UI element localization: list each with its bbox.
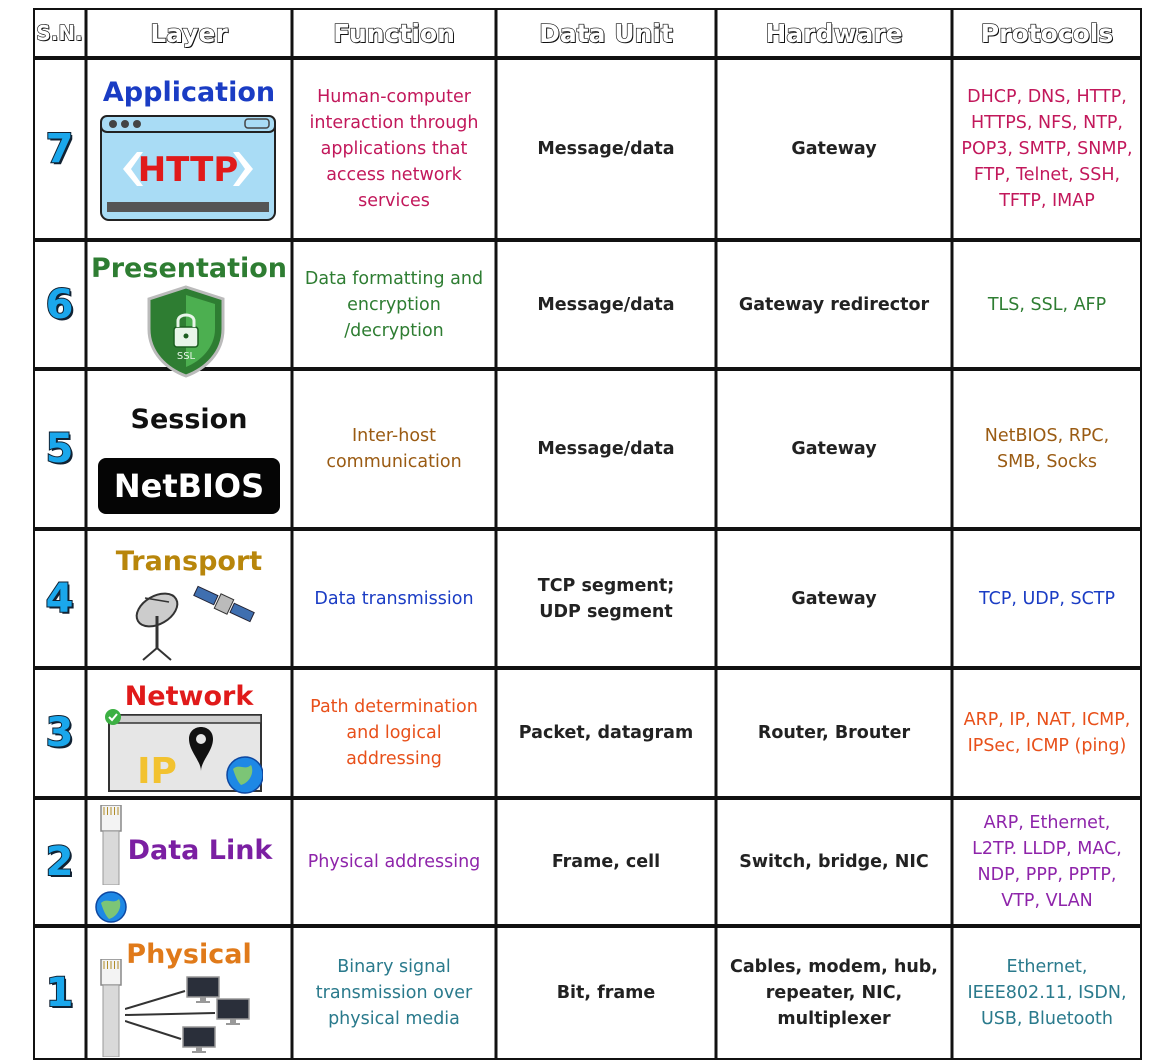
function-text: Physical addressing bbox=[307, 852, 481, 872]
header-label: Data Unit bbox=[539, 18, 673, 48]
network-computers-icon bbox=[125, 969, 275, 1059]
monitor-icon bbox=[217, 999, 249, 1019]
layer-number bbox=[36, 532, 83, 665]
layer-hardware bbox=[719, 929, 949, 1057]
layer-transport bbox=[89, 532, 289, 665]
layer-physical bbox=[89, 929, 289, 1057]
layer-data-unit bbox=[499, 929, 713, 1057]
layer-data-unit bbox=[499, 801, 713, 923]
layer-hardware bbox=[719, 671, 949, 795]
data-unit-text: Frame, cell bbox=[551, 852, 661, 872]
ssl-shield-icon bbox=[143, 283, 229, 379]
function-text: Path determination and logical addressing bbox=[310, 697, 478, 769]
layer-application bbox=[89, 61, 289, 237]
http-badge-text: HTTP bbox=[137, 150, 239, 190]
header-function bbox=[295, 11, 493, 55]
layer-network bbox=[89, 671, 289, 795]
header-data-unit bbox=[499, 11, 713, 55]
layer-protocols bbox=[955, 532, 1139, 665]
layer-hardware bbox=[719, 61, 949, 237]
layer-session bbox=[89, 372, 289, 526]
function-text: Binary signal transmission over physical media bbox=[315, 957, 473, 1029]
layer-hardware bbox=[719, 801, 949, 923]
layer-number-text: 3 bbox=[45, 710, 74, 756]
layer-data-unit bbox=[499, 372, 713, 526]
layer-protocols bbox=[955, 801, 1139, 923]
layer-hardware bbox=[719, 532, 949, 665]
layer-number bbox=[36, 929, 83, 1057]
layer-number-text: 4 bbox=[45, 575, 74, 622]
layer-number bbox=[36, 372, 83, 526]
protocols-text: NetBIOS, RPC, SMB, Socks bbox=[984, 426, 1110, 472]
protocols-text: TLS, SSL, AFP bbox=[987, 294, 1107, 315]
data-unit-text: Packet, datagram bbox=[518, 723, 694, 743]
satellite-dish-icon bbox=[119, 582, 259, 662]
osi-model-table bbox=[33, 8, 1142, 1060]
layer-function bbox=[295, 61, 493, 237]
layer-function bbox=[295, 671, 493, 795]
data-unit-text: TCP segment; UDP segment bbox=[537, 575, 675, 622]
layer-hardware bbox=[719, 372, 949, 526]
protocols-text: ARP, IP, NAT, ICMP, IPSec, ICMP (ping) bbox=[963, 710, 1131, 756]
header-label: Layer bbox=[150, 18, 228, 48]
layer-function bbox=[295, 929, 493, 1057]
protocols-text: TCP, UDP, SCTP bbox=[978, 588, 1116, 609]
layer-number-text: 6 bbox=[45, 281, 74, 328]
satellite-icon bbox=[193, 584, 256, 625]
monitor-icon bbox=[187, 977, 219, 997]
netbios-badge: NetBIOS bbox=[98, 458, 280, 514]
layer-data-unit bbox=[499, 61, 713, 237]
protocols-text: DHCP, DNS, HTTP, HTTPS, NFS, NTP, POP3, SMTP, SNMP, FTP, Telnet, SSH, TFTP, IMAP bbox=[961, 87, 1133, 211]
ethernet-cable-icon bbox=[97, 805, 127, 885]
layer-protocols bbox=[955, 929, 1139, 1057]
ip-badge-text: IP bbox=[137, 751, 177, 792]
function-text: Human-computer interaction through applications that access network services bbox=[309, 87, 479, 211]
data-unit-text: Message/data bbox=[537, 139, 675, 159]
header-label: Protocols bbox=[980, 18, 1114, 48]
data-unit-text: Message/data bbox=[537, 294, 675, 315]
function-text: Data formatting and encryption /decryption bbox=[304, 268, 484, 341]
header-label: S.N. bbox=[36, 21, 83, 45]
hardware-text: Gateway bbox=[791, 139, 877, 159]
layer-name: Presentation bbox=[90, 253, 288, 284]
function-text: Data transmission bbox=[314, 588, 474, 609]
layer-function bbox=[295, 243, 493, 366]
browser-window-icon bbox=[99, 114, 277, 226]
data-unit-text: Message/data bbox=[537, 439, 675, 459]
header-label: Hardware bbox=[765, 18, 903, 48]
header-label: Function bbox=[333, 18, 455, 48]
layer-number bbox=[36, 243, 83, 366]
layer-function bbox=[295, 532, 493, 665]
layer-data-link bbox=[89, 801, 289, 923]
hardware-text: Switch, bridge, NIC bbox=[739, 852, 929, 872]
layer-protocols bbox=[955, 671, 1139, 795]
header-protocols bbox=[955, 11, 1139, 55]
layer-name: Network bbox=[124, 681, 254, 712]
header-hardware bbox=[719, 11, 949, 55]
ssl-badge-text: SSL bbox=[176, 351, 196, 362]
layer-data-unit bbox=[499, 243, 713, 366]
hardware-text: Router, Brouter bbox=[757, 723, 911, 743]
layer-function bbox=[295, 801, 493, 923]
layer-number-text: 7 bbox=[45, 126, 74, 172]
layer-protocols bbox=[955, 61, 1139, 237]
header-layer bbox=[89, 11, 289, 55]
layer-data-unit bbox=[499, 671, 713, 795]
layer-number bbox=[36, 61, 83, 237]
layer-hardware bbox=[719, 243, 949, 366]
globe-icon bbox=[93, 889, 129, 925]
layer-number-text: 1 bbox=[45, 970, 74, 1016]
layer-number-text: 2 bbox=[45, 839, 74, 885]
layer-number bbox=[36, 671, 83, 795]
layer-presentation bbox=[89, 243, 289, 366]
function-text: Inter-host communication bbox=[326, 426, 462, 472]
hardware-text: Cables, modem, hub, repeater, NIC, multiplexer bbox=[730, 957, 938, 1029]
layer-number-text: 5 bbox=[45, 426, 74, 472]
protocols-text: Ethernet, IEEE802.11, ISDN, USB, Bluetooth bbox=[967, 957, 1127, 1029]
layer-data-unit bbox=[499, 532, 713, 665]
data-unit-text: Bit, frame bbox=[556, 983, 656, 1003]
layer-name: Physical bbox=[126, 939, 252, 970]
layer-name: Data Link bbox=[127, 835, 273, 866]
hardware-text: Gateway bbox=[791, 588, 877, 609]
layer-name: Application bbox=[102, 77, 276, 108]
layer-protocols bbox=[955, 372, 1139, 526]
monitor-icon bbox=[183, 1027, 215, 1047]
ip-location-icon bbox=[103, 709, 263, 795]
header-sn bbox=[36, 11, 83, 55]
hardware-text: Gateway redirector bbox=[738, 294, 930, 315]
protocols-text: ARP, Ethernet, L2TP. LLDP, MAC, NDP, PPP, PPTP, VTP, VLAN bbox=[972, 813, 1122, 911]
layer-name: Transport bbox=[115, 546, 263, 577]
layer-function bbox=[295, 372, 493, 526]
hardware-text: Gateway bbox=[791, 439, 877, 459]
layer-name: Session bbox=[130, 404, 248, 435]
layer-number bbox=[36, 801, 83, 923]
layer-protocols bbox=[955, 243, 1139, 366]
ethernet-cable-icon bbox=[97, 959, 127, 1057]
